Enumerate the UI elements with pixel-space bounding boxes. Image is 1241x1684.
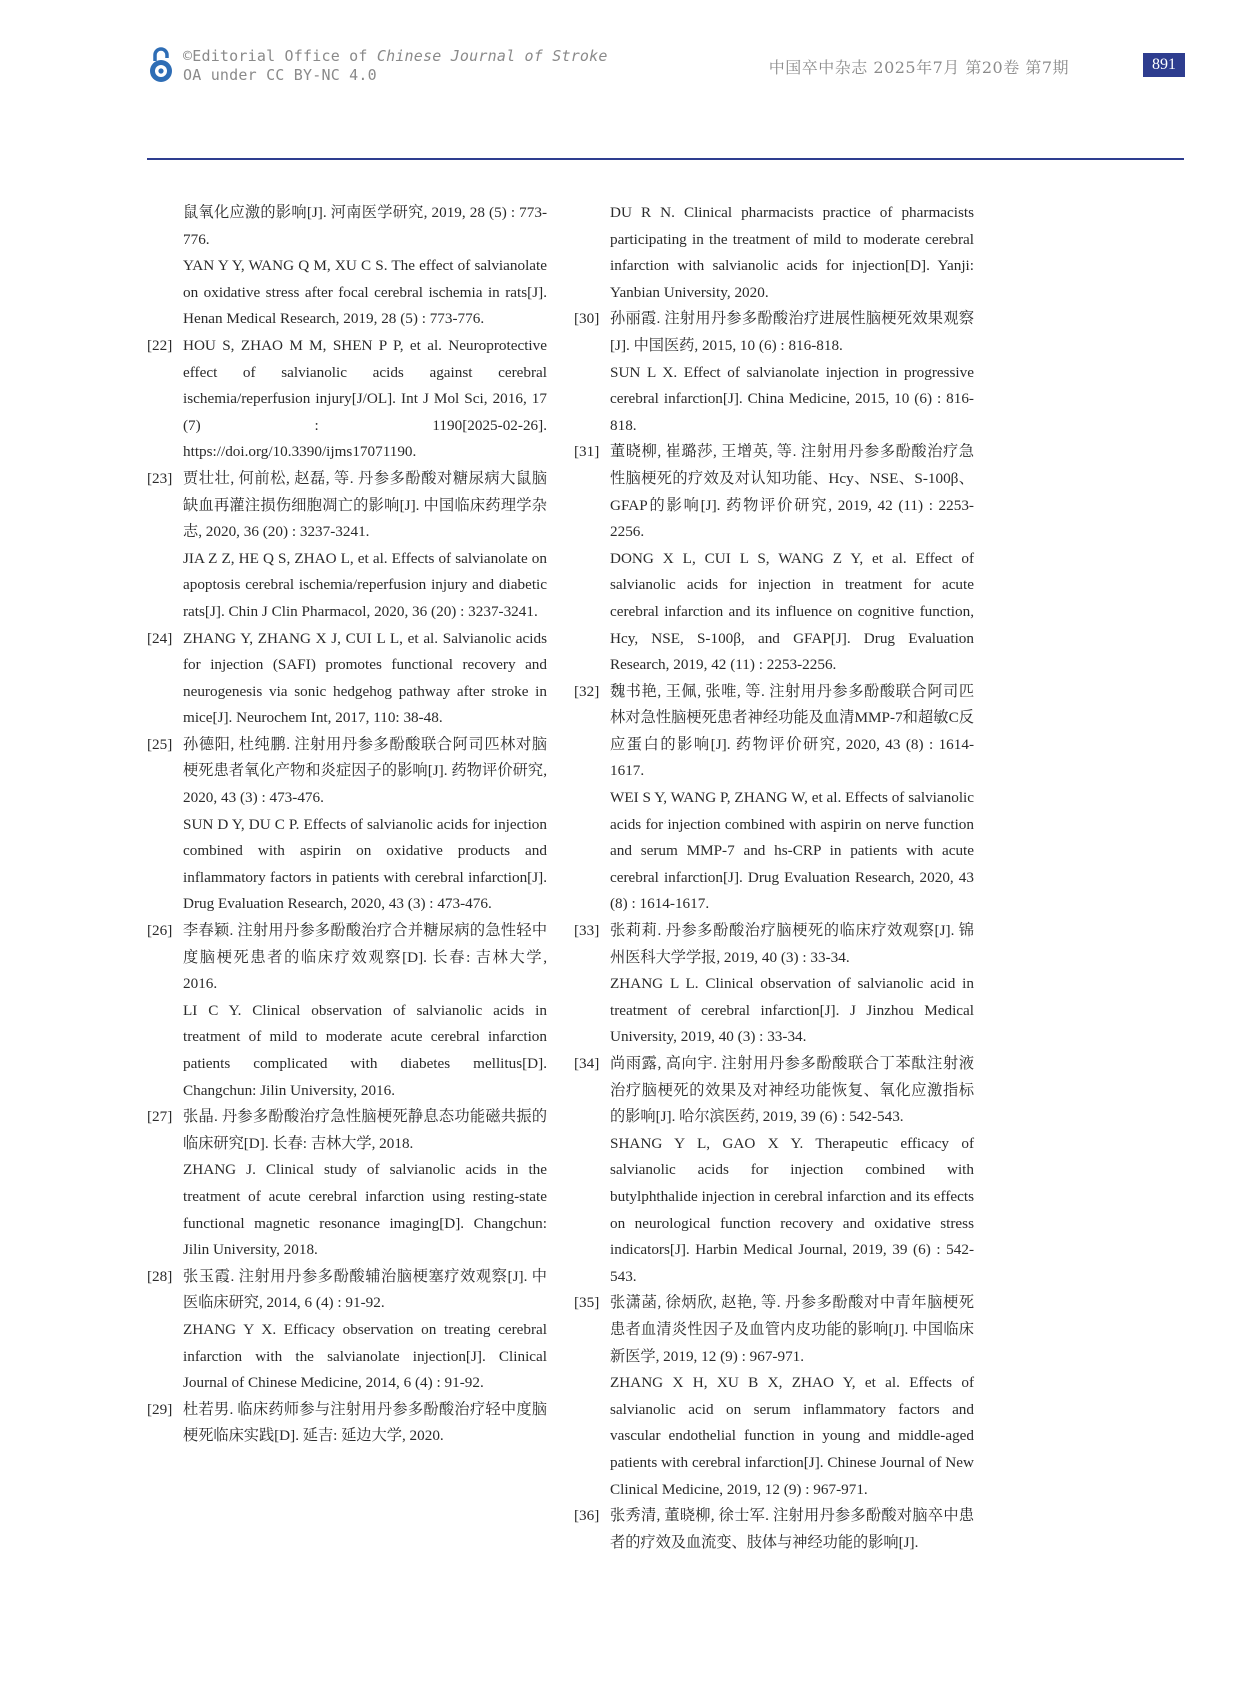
reference-cn: 孙德阳, 杜纯鹏. 注射用丹参多酚酸联合阿司匹林对脑梗死患者氧化产物和炎症因子的影响[J]. 药物评价研究, 2020, 43 (3) : 473-476. (183, 735, 547, 807)
license-type: OA under CC BY-NC 4.0 (183, 66, 377, 84)
reference-item (147, 1397, 547, 1450)
reference-number: [31] (574, 443, 600, 461)
reference-item (147, 918, 547, 1104)
reference-item (147, 466, 547, 626)
reference-en: SUN L X. Effect of salvianolate injection in progressive cerebral infarction[J]. China Medicine, 2015, 10 (6) : 816-818. (610, 363, 974, 434)
reference-number: [35] (574, 1294, 600, 1312)
reference-number: [30] (574, 310, 600, 328)
reference-number: [29] (147, 1400, 173, 1418)
reference-cn: 张潇菡, 徐炳欣, 赵艳, 等. 丹参多酚酸对中青年脑梗死患者血清炎性因子及血管内皮功能的影响[J]. 中国临床新医学, 2019, 12 (9) : 967-971. (610, 1294, 974, 1365)
reference-cn: 董晓柳, 崔璐莎, 王增英, 等. 注射用丹参多酚酸治疗急性脑梗死的疗效及对认知功能、Hcy、NSE、S-100β、GFAP的影响[J]. 药物评价研究, 2019, 42 (11) : 2253-2256. (610, 443, 974, 541)
reference-cn: 张秀清, 董晓柳, 徐士军. 注射用丹参多酚酸对脑卒中患者的疗效及血流变、肢体与神经功能的影响[J]. (610, 1507, 974, 1551)
reference-number: [36] (574, 1507, 600, 1525)
reference-number: [25] (147, 735, 173, 753)
header-divider (147, 158, 1184, 160)
reference-cn: HOU S, ZHAO M M, SHEN P P, et al. Neuroprotective effect of salvianolic acids against cerebral ischemia/reperfusion injury[J/OL]. Int J Mol Sci, 2016, 17 (7) : 1190[2025-02-26]. https://doi.org/10.3390/ijms17071190. (183, 336, 547, 461)
right-column (574, 200, 974, 1556)
reference-en: SHANG Y L, GAO X Y. Therapeutic efficacy of salvianolic acids for injection combined with butylphthalide injection in cerebral infarction and its effects on neurological function recovery and oxidative stress indicators[J]. Harbin Medical Journal, 2019, 39 (6) : 542-543. (610, 1134, 974, 1285)
reference-cn: 尚雨露, 高向宇. 注射用丹参多酚酸联合丁苯酞注射液治疗脑梗死的效果及对神经功能恢复、氧化应激指标的影响[J]. 哈尔滨医药, 2019, 39 (6) : 542-543. (610, 1055, 974, 1126)
reference-en: WEI S Y, WANG P, ZHANG W, et al. Effects of salvianolic acids for injection combined with aspirin on nerve function and serum MMP-7 and hs-CRP in patients with acute cerebral infarction[J]. Drug Evaluation Research, 2020, 43 (8) : 1614-1617. (610, 789, 974, 913)
reference-cn: ZHANG Y, ZHANG X J, CUI L L, et al. Salvianolic acids for injection (SAFI) promotes functional recovery and neurogenesis via sonic hedgehog pathway after stroke in mice[J]. Neurochem Int, 2017, 110: 38-48. (183, 629, 547, 727)
reference-number: [33] (574, 922, 600, 940)
reference-en: ZHANG L L. Clinical observation of salvianolic acid in treatment of cerebral infarction[J]. J Jinzhou Medical University, 2019, 40 (3) : 33-34. (610, 975, 974, 1046)
reference-cn: 鼠氧化应激的影响[J]. 河南医学研究, 2019, 28 (5) : 773-776. (183, 204, 547, 248)
reference-item (574, 918, 974, 1051)
reference-cn: 魏书艳, 王佩, 张唯, 等. 注射用丹参多酚酸联合阿司匹林对急性脑梗死患者神经功能及血清MMP-7和超敏C反应蛋白的影响[J]. 药物评价研究, 2020, 43 (8) : 1614-1617. (610, 682, 974, 780)
reference-en: DONG X L, CUI L S, WANG Z Y, et al. Effect of salvianolic acids for injection in treatment for acute cerebral infarction and its influence on cognitive function, Hcy, NSE, S-100β, and GFAP[J]. Drug Evaluation Research, 2019, 42 (11) : 2253-2256. (610, 549, 974, 674)
reference-number: [32] (574, 682, 600, 700)
reference-number: [23] (147, 469, 173, 487)
reference-cn: 张晶. 丹参多酚酸治疗急性脑梗死静息态功能磁共振的临床研究[D]. 长春: 吉林大学, 2018. (183, 1108, 547, 1152)
reference-item (574, 439, 974, 678)
left-column (147, 200, 547, 1450)
license-notice: ©Editorial Office of Chinese Journal of Stroke OA under CC BY-NC 4.0 (183, 47, 608, 84)
reference-en: DU R N. Clinical pharmacists practice of pharmacists participating in the treatment of mild to moderate cerebral infarction with salvianolic acids for injection[D]. Yanji: Yanbian University, 2020. (610, 204, 974, 301)
reference-item (574, 1051, 974, 1290)
reference-en: ZHANG J. Clinical study of salvianolic acids in the treatment of acute cerebral infarction using resting-state functional magnetic resonance imaging[D]. Changchun: Jilin University, 2018. (183, 1161, 547, 1259)
page-number: 891 (1143, 53, 1185, 77)
reference-en: ZHANG Y X. Efficacy observation on treating cerebral infarction with the salvianolate injection[J]. Clinical Journal of Chinese Medicine, 2014, 6 (4) : 91-92. (183, 1320, 547, 1392)
reference-item (574, 306, 974, 439)
reference-item (574, 1503, 974, 1556)
journal-name: Chinese Journal of Stroke (376, 47, 608, 65)
reference-number: [27] (147, 1108, 173, 1126)
reference-cn: 杜若男. 临床药师参与注射用丹参多酚酸治疗轻中度脑梗死临床实践[D]. 延吉: 延边大学, 2020. (183, 1400, 547, 1445)
reference-en: SUN D Y, DU C P. Effects of salvianolic acids for injection combined with aspirin on oxidative products and inflammatory factors in patients with cerebral infarction[J]. Drug Evaluation Research, 2020, 43 (3) : 473-476. (183, 815, 547, 913)
continued-reference (147, 200, 547, 333)
reference-cn: 贾壮壮, 何前松, 赵磊, 等. 丹参多酚酸对糖尿病大鼠脑缺血再灌注损伤细胞凋亡的影响[J]. 中国临床药理学杂志, 2020, 36 (20) : 3237-3241. (183, 469, 547, 541)
reference-item (147, 1264, 547, 1397)
reference-item (147, 333, 547, 466)
reference-item (147, 732, 547, 918)
page-header (0, 0, 1241, 162)
reference-number: [22] (147, 336, 173, 354)
reference-number: [26] (147, 922, 173, 940)
reference-en: LI C Y. Clinical observation of salvianolic acids in treatment of mild to moderate acute cerebral infarction patients complicated with diabetes mellitus[D]. Changchun: Jilin University, 2016. (183, 1001, 547, 1099)
reference-item (147, 626, 547, 732)
reference-en: YAN Y Y, WANG Q M, XU C S. The effect of salvianolate on oxidative stress after focal cerebral ischemia in rats[J]. Henan Medical Research, 2019, 28 (5) : 773-776. (183, 257, 547, 328)
journal-issue: 中国卒中杂志 2025年7月 第20卷 第7期 (768, 58, 1069, 77)
reference-item (147, 1104, 547, 1264)
reference-item (574, 1290, 974, 1503)
reference-cn: 李春颖. 注射用丹参多酚酸治疗合并糖尿病的急性轻中度脑梗死患者的临床疗效观察[D]. 长春: 吉林大学, 2016. (183, 922, 547, 993)
open-access-icon (147, 46, 175, 84)
reference-cn: 孙丽霞. 注射用丹参多酚酸治疗进展性脑梗死效果观察[J]. 中国医药, 2015, 10 (6) : 816-818. (610, 310, 974, 354)
reference-en: JIA Z Z, HE Q S, ZHAO L, et al. Effects of salvianolate on apoptosis cerebral ischemia/reperfusion injury and diabetic rats[J]. Chin J Clin Pharmacol, 2020, 36 (20) : 3237-3241. (183, 549, 547, 620)
continued-reference (574, 200, 974, 306)
reference-number: [24] (147, 629, 173, 647)
reference-cn: 张莉莉. 丹参多酚酸治疗脑梗死的临床疗效观察[J]. 锦州医科大学学报, 2019, 40 (3) : 33-34. (610, 922, 974, 966)
reference-item (574, 679, 974, 918)
reference-number: [34] (574, 1055, 600, 1072)
reference-number: [28] (147, 1267, 173, 1285)
reference-cn: 张玉霞. 注射用丹参多酚酸辅治脑梗塞疗效观察[J]. 中医临床研究, 2014, 6 (4) : 91-92. (183, 1267, 547, 1312)
reference-en: ZHANG X H, XU B X, ZHAO Y, et al. Effects of salvianolic acid on serum inflammatory factors and vascular endothelial function in young and middle-aged patients with cerebral infarction[J]. Chinese Journal of New Clinical Medicine, 2019, 12 (9) : 967-971. (610, 1374, 974, 1498)
